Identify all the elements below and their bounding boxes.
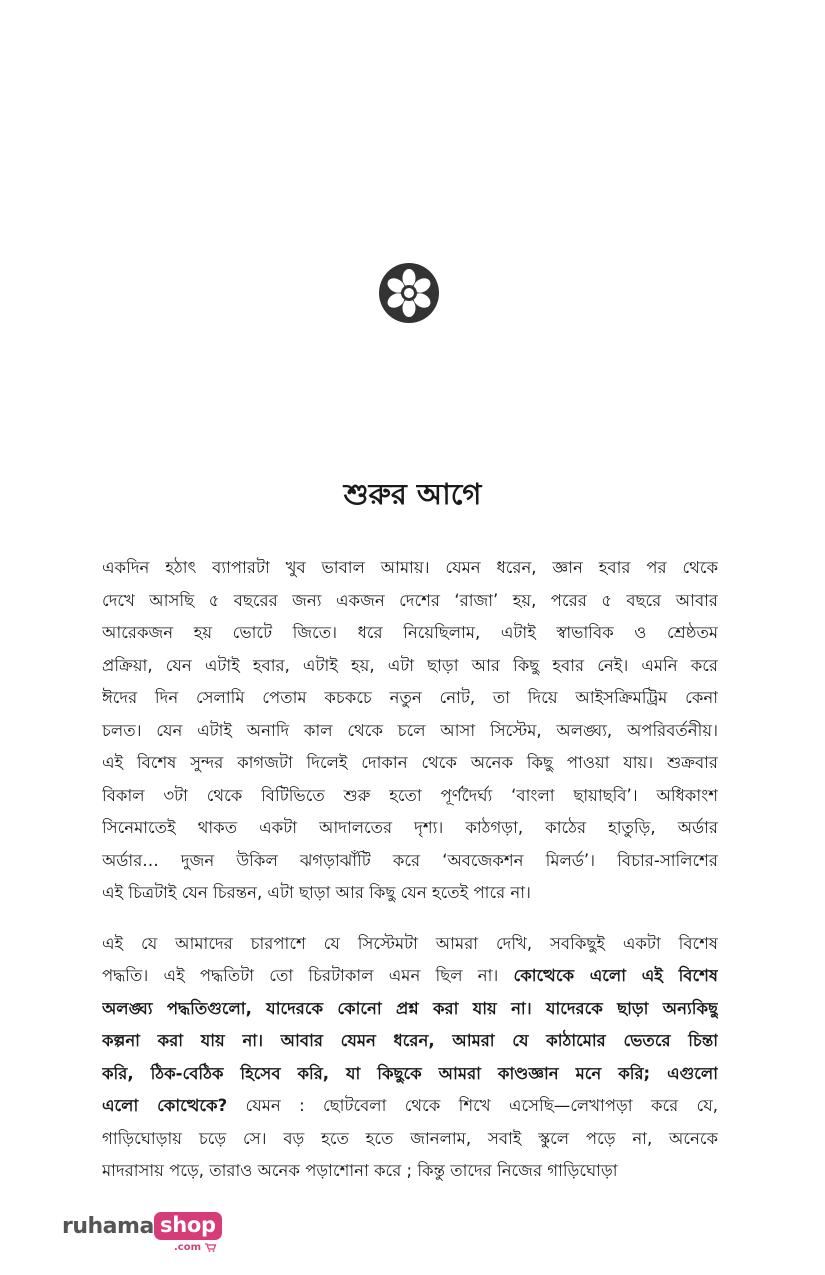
bold-text: করি, ঠিক-বেঠিক হিসেব করি, যা কিছুকে আমরা কাণ্ডজ্ঞান মনে করি; এগুলো	[102, 1063, 718, 1083]
text-segment: দেখে আসছি ৫ বছরের জন্য একজন দেশের ‘রাজা’ হয়, পরের ৫ বছরে আবার	[102, 590, 718, 610]
text-line	[102, 552, 718, 585]
brand-name-left: ruhama	[62, 1214, 154, 1239]
publisher-logo	[62, 1212, 232, 1258]
text-segment: এই চিত্রটাই যেন চিরন্তন, এটা ছাড়া আর কিছু যেন হতেই পারে না।	[102, 883, 531, 902]
body-text	[102, 552, 718, 1206]
text-segment: বিকাল ৩টা থেকে বিটিভিতে শুরু হতো পূর্ণদৈর্ঘ্য ‘বাংলা ছায়াছবি’। অধিকাংশ	[102, 785, 718, 805]
text-line	[102, 1155, 718, 1188]
text-segment: সিনেমাতেই থাকত একটা আদালতের দৃশ্য। কাঠগড়া, কাঠের হাতুড়ি, অর্ডার	[102, 818, 718, 837]
text-line	[102, 650, 718, 683]
text-line	[102, 682, 718, 715]
text-segment: মাদরাসায় পড়ে, তারাও অনেক পড়াশোনা করে ; কিন্তু তাদের নিজের গাড়িঘোড়া	[102, 1161, 618, 1180]
paragraph	[102, 552, 718, 910]
text-line	[102, 960, 718, 993]
text-segment: এই বিশেষ সুন্দর কাগজটা দিলেই দোকান থেকে অনেক কিছু পাওয়া যায়। শুক্রবার	[102, 753, 718, 772]
text-line	[102, 747, 718, 780]
paragraph	[102, 928, 718, 1188]
text-line	[102, 1058, 718, 1091]
cart-icon	[205, 1243, 216, 1252]
text-line	[102, 993, 718, 1026]
chapter-title: শুরুর আগে	[343, 477, 482, 511]
text-segment: আরেকজন হয় ভোটে জিতে। ধরে নিয়েছিলাম, এটাই স্বাভাবিক ও শ্রেষ্ঠতম	[102, 623, 718, 642]
text-segment: একদিন হঠাৎ ব্যাপারটা খুব ভাবাল আমায়। যেমন ধরেন, জ্ঞান হবার পর থেকে	[102, 558, 718, 577]
text-segment: ঈদের দিন সেলামি পেতাম কচকচে নতুন নোট, তা দিয়ে আইসক্রিমট্রিম কেনা	[102, 688, 718, 707]
text-line	[102, 877, 718, 910]
text-line	[102, 928, 718, 961]
bold-text: কল্পনা করা যায় না। আবার যেমন ধরেন, আমরা যে কাঠামোর ভেতরে চিন্তা	[102, 1031, 718, 1050]
text-segment: যেমন : ছোটবেলা থেকে শিখে এসেছি—লেখাপড়া করে যে,	[227, 1096, 718, 1115]
text-segment: অর্ডার… দুজন উকিল ঝগড়াঝাঁটি করে ‘অবজেকশন মিলর্ড’। বিচার-সালিশের	[102, 850, 718, 870]
text-segment: গাড়িঘোড়ায় চড়ে সে। বড় হতে হতে জানলাম, সবাই স্কুলে পড়ে না, অনেকে	[102, 1128, 718, 1148]
text-line	[102, 780, 718, 813]
brand-domain-text: .com	[174, 1242, 202, 1253]
text-segment: পদ্ধতি। এই পদ্ধতিটা তো চিরটাকাল এমন ছিল না।	[102, 966, 514, 985]
text-line	[102, 1090, 718, 1123]
text-segment: প্রক্রিয়া, যেন এটাই হবার, এটাই হয়, এটা ছাড়া আর কিছু হবার নেই। এমনি করে	[102, 655, 718, 675]
text-line	[102, 845, 718, 878]
text-line	[102, 1025, 718, 1058]
bold-text: এলো কোত্থেকে?	[102, 1096, 228, 1115]
bold-text: কোত্থেকে এলো এই বিশেষ	[513, 966, 718, 985]
text-line	[102, 812, 718, 845]
brand-domain	[174, 1242, 216, 1253]
text-line	[102, 1123, 718, 1156]
text-line	[102, 617, 718, 650]
text-line	[102, 715, 718, 748]
text-line	[102, 585, 718, 618]
bold-text: অলঙ্ঘ্য পদ্ধতিগুলো, যাদেরকে কোনো প্রশ্ন করা যায় না। যাদেরকে ছাড়া অন্যকিছু	[102, 998, 718, 1018]
brand-name-right: shop	[154, 1212, 222, 1240]
flower-ornament-icon	[378, 262, 440, 324]
text-segment: এই যে আমাদের চারপাশে যে সিস্টেমটা আমরা দেখি, সবকিছুই একটা বিশেষ	[102, 933, 718, 953]
text-segment: চলত। যেন এটাই অনাদি কাল থেকে চলে আসা সিস্টেম, অলঙ্ঘ্য, অপরিবর্তনীয়।	[102, 720, 718, 740]
